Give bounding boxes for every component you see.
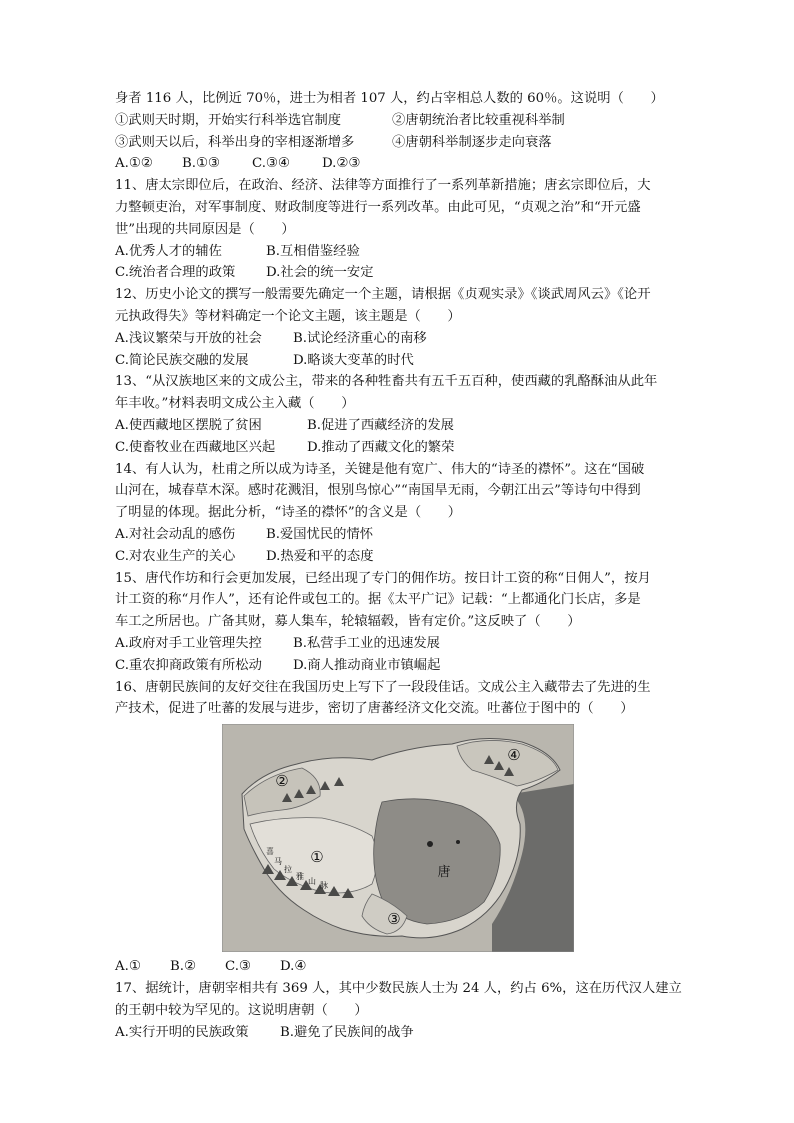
q10-statement-3: ③武则天以后，科举出身的宰相逐渐增多: [115, 134, 355, 150]
svg-text:马: 马: [274, 857, 282, 867]
q10-stem: 身者 116 人，比例近 70％，进士为相者 107 人，约占宰相总人数的 60％。这说明（ ）: [115, 91, 664, 106]
q13-option-b[interactable]: B.促进了西藏经济的发展: [307, 417, 454, 433]
q14-option-d[interactable]: D.热爱和平的态度: [266, 548, 374, 564]
q16-choice-c[interactable]: C.③: [225, 959, 251, 975]
q11-stem-line-2: 力整顿吏治，对军事制度、财政制度等进行一系列改革。由此可见，“贞观之治”和“开元盛: [115, 199, 641, 215]
q14-option-a[interactable]: A.对社会动乱的感伤: [115, 526, 236, 542]
q10-choice-a[interactable]: A.①②: [115, 156, 153, 172]
q14-stem-line-2: 山河在，城春草木深。感时花溅泪，恨别鸟惊心”“南国旱无雨，今朝江出云”等诗句中得到: [115, 483, 641, 499]
q12-option-c[interactable]: C.简论民族交融的发展: [115, 352, 249, 368]
q11-option-a[interactable]: A.优秀人才的辅佐: [115, 243, 222, 259]
q14-options-row-1: [115, 524, 680, 546]
q16-choice-b[interactable]: B.②: [170, 959, 196, 975]
map-label-1: ①: [310, 848, 324, 867]
svg-text:脉: 脉: [320, 881, 328, 891]
q16-stem-line-2: 产技术，促进了吐蕃的发展与进步，密切了唐蕃经济文化交流。吐蕃位于图中的（ ）: [115, 701, 634, 717]
q10-options-row-2: [115, 132, 680, 154]
q15-stem-line-2: 计工资的称“月作人”，还有论件或包工的。据《太平广记》记载：“上都通化门长店，多是: [115, 592, 641, 608]
q11-options-row-2: [115, 262, 680, 284]
q10-statement-1: ①武则天时期，开始实行科举选官制度: [115, 112, 342, 128]
q13-option-a[interactable]: A.使西藏地区摆脱了贫困: [115, 417, 262, 433]
tang-map-figure: [222, 724, 574, 952]
q11-stem-line-3: 世”出现的共同原因是（ ）: [115, 221, 295, 237]
q16-stem-line-1: 16、唐朝民族间的友好交往在我国历史上写下了一段段佳话。文成公主入藏带去了先进的生: [115, 679, 651, 695]
q17-options-row-1: [115, 1022, 680, 1044]
q15-option-b[interactable]: B.私营手工业的迅速发展: [293, 635, 440, 651]
q15-options-row-2: [115, 655, 680, 677]
svg-text:拉: 拉: [284, 865, 292, 875]
q12-stem-line-1: 12、历史小论文的撰写一般需要先确定一个主题，请根据《贞观实录》《谈武周风云》《论开: [115, 287, 651, 303]
q16-choice-a[interactable]: A.①: [115, 959, 141, 975]
q10-choice-d[interactable]: D.②③: [322, 156, 361, 172]
q17-stem-line-1: 17、据统计，唐朝宰相共有 369 人，其中少数民族人士为 24 人，约占 6%，这在历代汉人建立: [115, 980, 682, 996]
q11-option-b[interactable]: B.互相借鉴经验: [266, 243, 360, 259]
map-label-tang: 唐: [437, 865, 451, 881]
q15-option-a[interactable]: A.政府对手工业管理失控: [115, 635, 262, 651]
svg-text:山: 山: [308, 877, 316, 887]
q10-choices: [115, 153, 680, 175]
q10-choice-b[interactable]: B.①③: [182, 156, 220, 172]
map-label-2: ②: [275, 772, 289, 791]
svg-text:雅: 雅: [296, 872, 304, 882]
q13-option-d[interactable]: D.推动了西藏文化的繁荣: [307, 439, 455, 455]
city-marker: [456, 840, 460, 844]
q14-stem-line-3: 了明显的体现。据此分析，“诗圣的襟怀”的含义是（ ）: [115, 505, 462, 521]
q11-option-c[interactable]: C.统治者合理的政策: [115, 265, 236, 281]
q10-statement-2: ②唐朝统治者比较重视科举制: [392, 112, 565, 128]
q14-option-b[interactable]: B.爱国忧民的情怀: [266, 526, 374, 542]
q14-options-row-2: [115, 546, 680, 568]
q10-statement-4: ④唐朝科举制逐步走向衰落: [392, 134, 552, 150]
exam-page: [115, 88, 680, 1043]
capital-marker: [427, 841, 433, 847]
q15-option-d[interactable]: D.商人推动商业市镇崛起: [293, 657, 441, 673]
q15-options-row-1: [115, 633, 680, 655]
q12-stem-line-2: 元执政得失》等材料确定一个论文主题，该主题是（ ）: [115, 308, 461, 324]
map-label-4: ④: [507, 746, 521, 765]
q10-options-row-1: [115, 110, 680, 132]
q13-stem-line-2: 年丰收。”材料表明文成公主入藏（ ）: [115, 396, 355, 412]
q15-stem-line-3: 车工之所居也。广备其财，募人集车，轮辕辐毂，皆有定价。”这反映了（ ）: [115, 614, 581, 630]
q13-options-row-2: [115, 437, 680, 459]
q11-stem-line-1: 11、唐太宗即位后，在政治、经济、法律等方面推行了一系列革新措施；唐玄宗即位后，大: [115, 178, 651, 194]
q17-option-a[interactable]: A.实行开明的民族政策: [115, 1024, 249, 1040]
q11-option-d[interactable]: D.社会的统一安定: [266, 265, 374, 281]
q17-option-b[interactable]: B.避免了民族间的战争: [280, 1024, 414, 1040]
q12-option-d[interactable]: D.略谈大变革的时代: [293, 352, 414, 368]
q10-choice-c[interactable]: C.③④: [252, 156, 290, 172]
svg-text:喜: 喜: [266, 847, 274, 857]
q13-options-row-1: [115, 415, 680, 437]
q13-option-c[interactable]: C.使畜牧业在西藏地区兴起: [115, 439, 276, 455]
map-label-3: ③: [387, 910, 401, 929]
q12-option-a[interactable]: A.浅议繁荣与开放的社会: [115, 330, 262, 346]
q12-options-row-1: [115, 328, 680, 350]
q14-stem-line-1: 14、有人认为，杜甫之所以成为诗圣，关键是他有宽广、伟大的“诗圣的襟怀”。这在“国破: [115, 461, 645, 477]
q17-stem-line-2: 的王朝中较为罕见的。这说明唐朝（ ）: [115, 1002, 368, 1018]
q16-choice-d[interactable]: D.④: [280, 959, 307, 975]
q16-choices: [115, 956, 680, 978]
q11-options-row-1: [115, 241, 680, 263]
q14-option-c[interactable]: C.对农业生产的关心: [115, 548, 236, 564]
q15-stem-line-1: 15、唐代作坊和行会更加发展，已经出现了专门的佣作坊。按日计工资的称“日佣人”，按月: [115, 570, 651, 586]
q12-options-row-2: [115, 350, 680, 372]
q13-stem-line-1: 13、“从汉族地区来的文成公主，带来的各种牲畜共有五千五百种，使西藏的乳酪酥油从此年: [115, 374, 658, 390]
q15-option-c[interactable]: C.重农抑商政策有所松动: [115, 657, 262, 673]
q12-option-b[interactable]: B.试论经济重心的南移: [293, 330, 427, 346]
tang-map: [222, 724, 574, 952]
